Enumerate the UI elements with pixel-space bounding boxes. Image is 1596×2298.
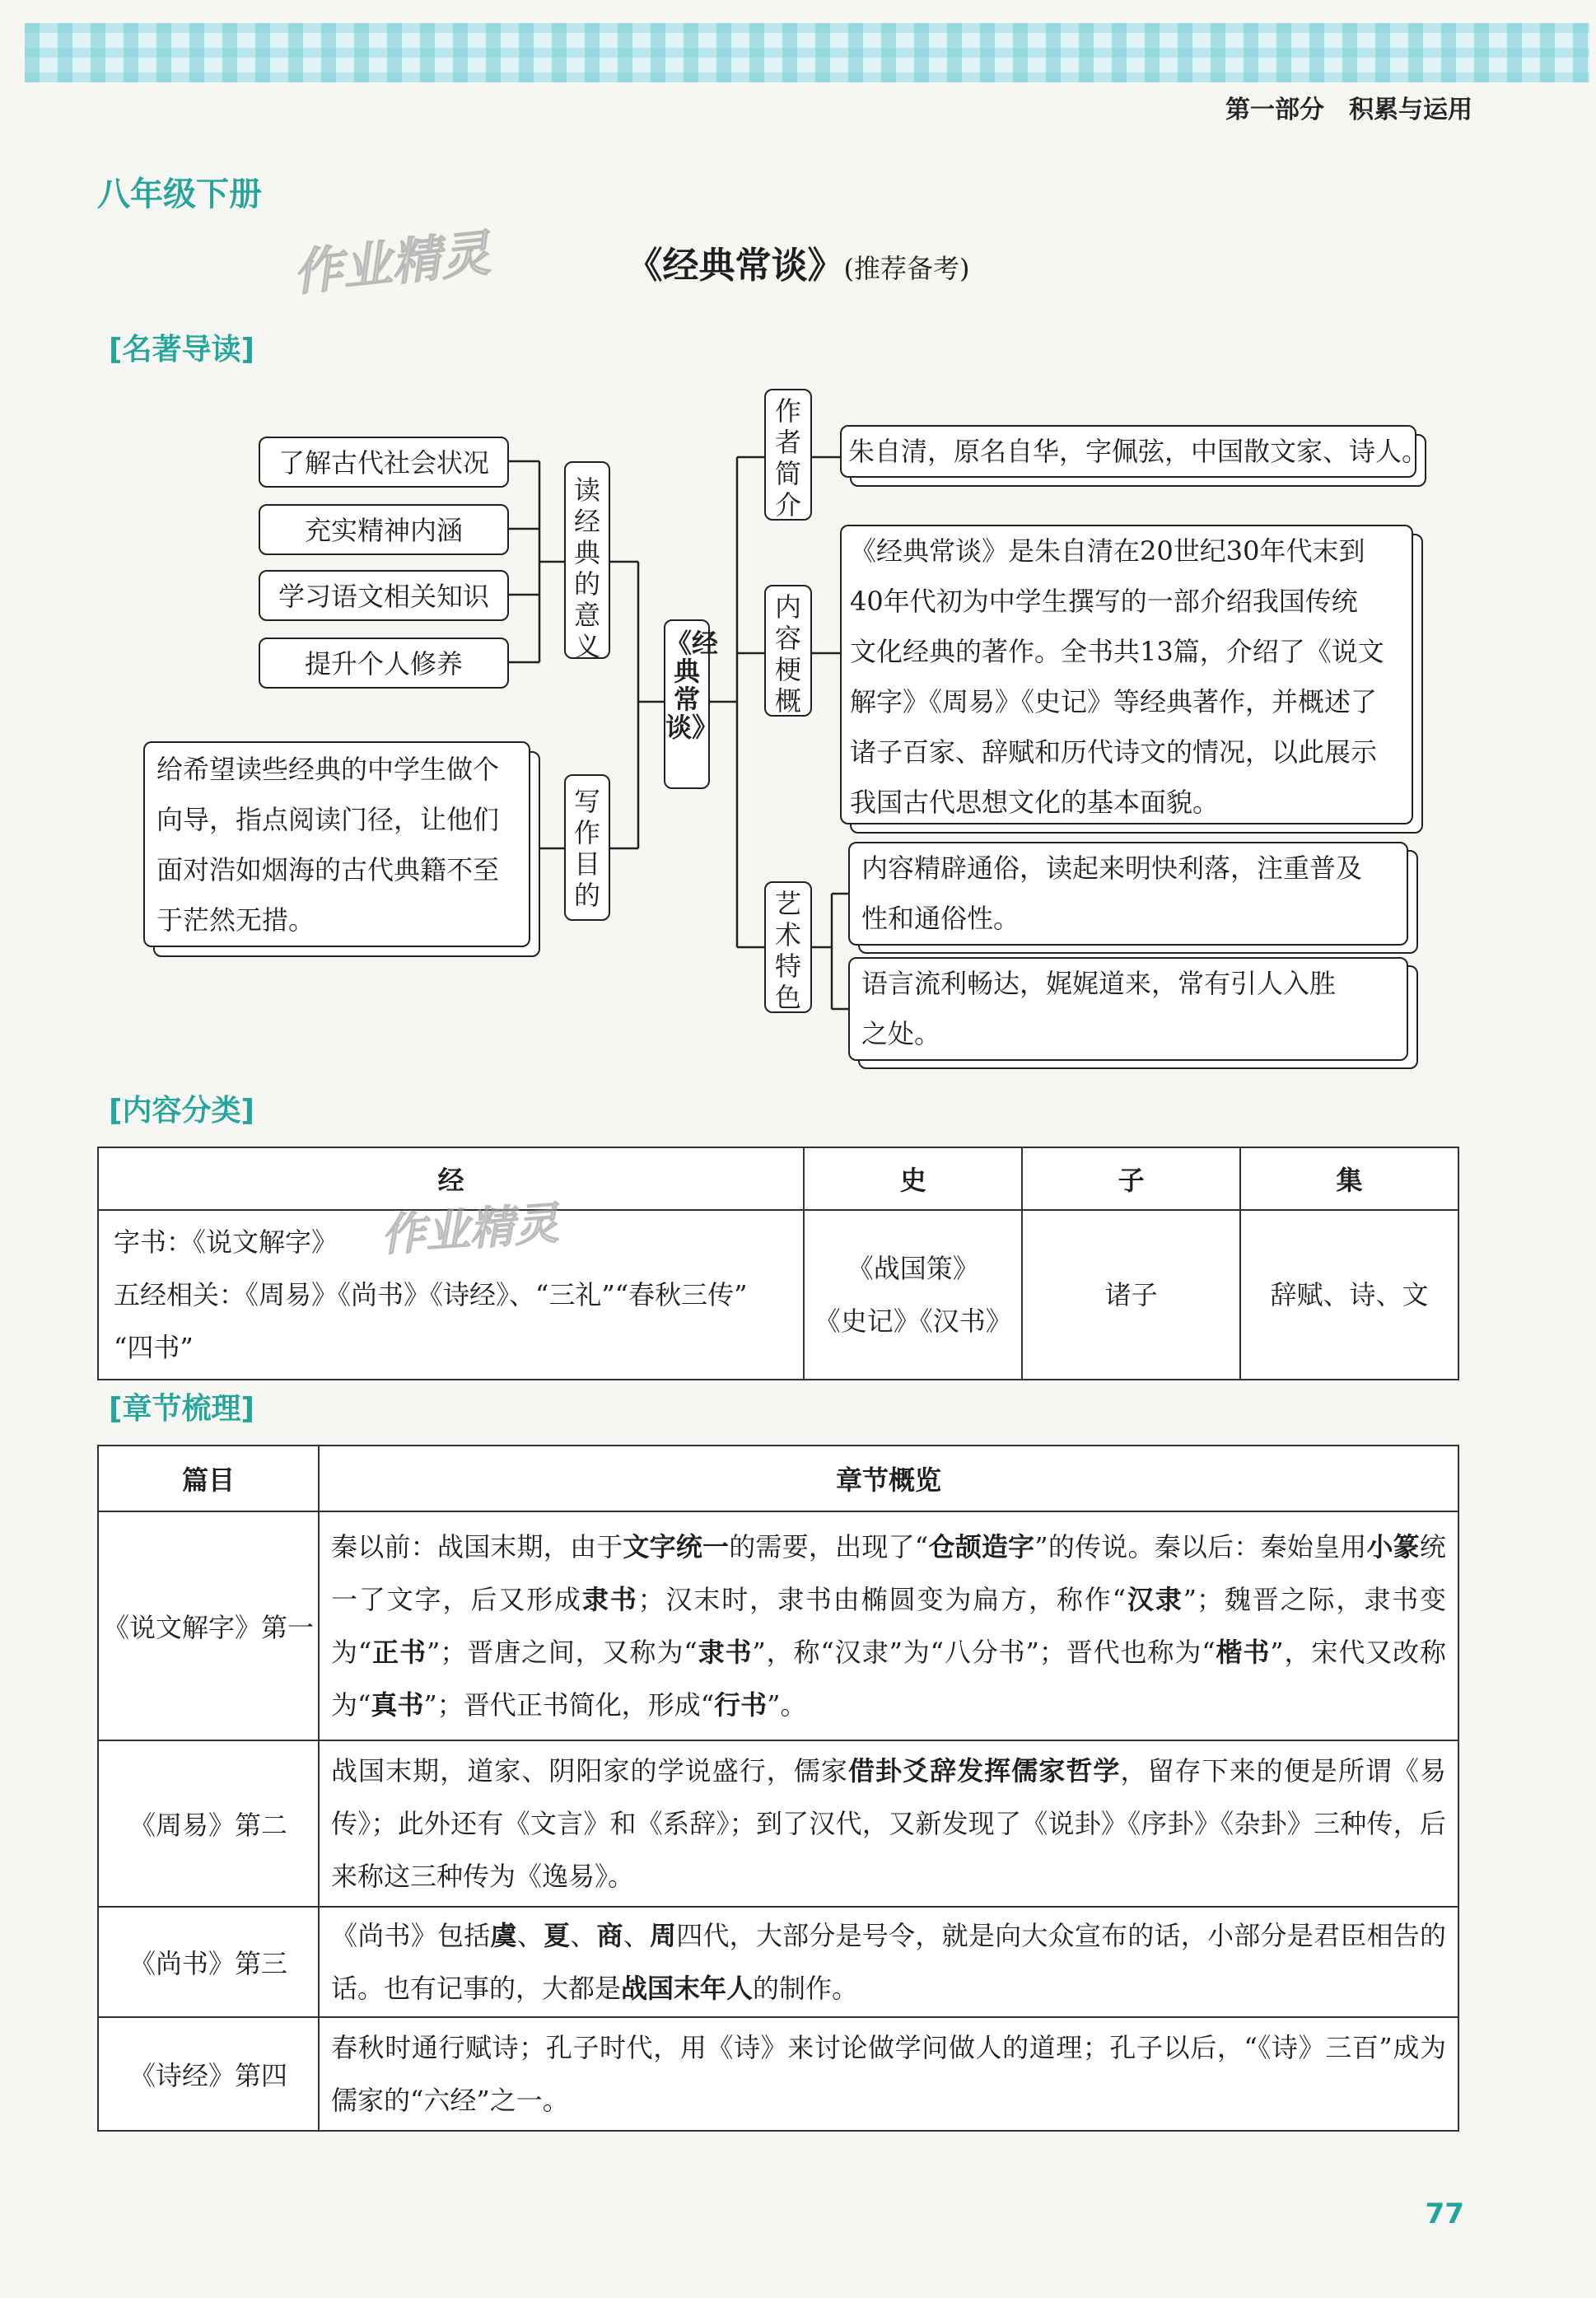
overview-text: 四代，大部分是号令，就是向大众宣布的话，小部分是君臣相告的话。也有记事的，大都是 [331,1920,1446,2004]
section-classify: [内容分类] [109,1094,254,1128]
overview-text: ”；晋代正书简化，形成“ [423,1689,715,1721]
significance-label-text: 读经典的意义 [573,474,600,662]
significance-item: 了解古代社会状况 [259,437,509,488]
chapter-title: 《尚书》第三 [98,1907,319,2017]
table-row [98,1907,1458,2017]
chapter-overview [319,1907,1458,2017]
table-header-row [98,1446,1458,1511]
chapter-overview [319,1740,1458,1907]
author-label [764,389,812,521]
keyword: 虞 [490,1920,517,1951]
shi-cell [804,1210,1022,1380]
shi-line: 《战国策》 [847,1253,979,1284]
content-box [840,525,1413,824]
book-title-main: 《经典常谈》 [626,245,844,287]
watermark: 作业精灵 [290,224,493,303]
keyword: 周 [649,1920,677,1951]
purpose-label [564,774,610,921]
purpose-box [143,741,530,947]
significance-label [564,461,610,662]
features-label-text: 艺术特色 [774,888,801,1013]
content-label-text: 内容梗概 [774,591,801,717]
content-line: 文化经典的著作。全书共13篇，介绍了《说文 [850,636,1384,667]
feature-box [848,957,1408,1061]
feature-line: 内容精辟通俗，读起来明快利落，注重普及 [861,852,1363,884]
overview-text: ，留存下来的便是所谓《易传》；此外还有《文言》和《系辞》；到了汉代，又新发现了《说卦》《序卦》《杂卦》三种传，后来称这三种传为《逸易》。 [331,1755,1446,1892]
mindmap-center [664,619,719,789]
section-guide: [名著导读] [109,333,254,367]
table-row [98,1740,1458,1907]
chapter-table [97,1445,1459,2132]
overview-text: 《尚书》包括 [331,1920,491,1951]
overview-text: 的需要，出现了“ [729,1531,929,1562]
feature-line: 性和通俗性。 [861,903,1020,934]
shi-line: 《史记》《汉书》 [814,1305,1012,1337]
content-line: 《经典常谈》是朱自清在20世纪30年代末到 [850,535,1365,567]
overview-text: ”。 [767,1689,807,1721]
book-title-sub: (推荐备考) [843,253,970,284]
feature-line: 语言流利畅达，娓娓道来，常有引人入胜 [861,968,1337,999]
overview-text: ”，宋代又改称为“ [331,1637,1446,1721]
header-jing: 经 [98,1147,804,1210]
overview-text: ；汉末时，隶书由椭圆变为扁方，称作“ [637,1584,1126,1615]
watermark: 作业精灵 [379,1197,561,1262]
purpose-line: 向导，指点阅读门径，让他们 [156,804,500,835]
overview-text: 春秋时通行赋诗；孔子时代，用《诗》来讨论做学问做人的道理；孔子以后，“《诗》三百”成为儒家的“六经”之一。 [331,2032,1446,2116]
section-chapters: [章节梳理] [109,1392,254,1426]
header-title: 篇目 [98,1446,319,1511]
purpose-line: 面对浩如烟海的古代典籍不至 [156,854,500,885]
jing-line: 字书：《说文解字》 [114,1226,338,1258]
content-line: 40年代初为中学生撰写的一部介绍我国传统 [850,586,1358,617]
purpose-line: 于茫然无措。 [156,904,315,936]
overview-text: ”的传说。秦以后：秦始皇用 [1034,1531,1367,1562]
part-heading: 第一部分 积累与运用 [1225,96,1472,124]
zi-cell: 诸子 [1022,1210,1240,1380]
keyword: 隶书 [697,1637,753,1668]
keyword: 楷书 [1215,1637,1271,1668]
keyword: 真书 [371,1689,424,1721]
table-header-row [98,1147,1458,1210]
table-row [98,1210,1458,1380]
overview-text: ”；晋唐之间，又称为“ [426,1637,698,1668]
header-ji: 集 [1240,1147,1458,1210]
keyword: 小篆 [1366,1531,1420,1562]
header-shi: 史 [804,1147,1022,1210]
keyword: 商 [596,1920,623,1951]
overview-text: 、 [623,1920,650,1951]
overview-text: 统一了文字，后又形成 [331,1531,1446,1615]
header-zi: 子 [1022,1147,1240,1210]
author-box [840,425,1429,478]
keyword: 夏 [543,1920,571,1951]
content-line: 我国古代思想文化的基本面貌。 [850,787,1220,818]
overview-text: 秦以前：战国末期，由于 [331,1531,623,1562]
keyword: 仓颉造字 [928,1531,1035,1562]
content-label [764,585,812,717]
grade-heading: 八年级下册 [97,175,262,213]
chapter-title: 《说文解字》第一 [98,1511,319,1740]
header-overview: 章节概览 [319,1446,1458,1511]
features-label [764,881,812,1013]
chapter-title: 《周易》第二 [98,1740,319,1907]
table-row [98,1511,1458,1740]
chapter-overview [319,2017,1458,2131]
page-number: 77 [1425,2198,1464,2230]
mindmap-center-text: 《经典常谈》 [665,628,719,743]
purpose-label-text: 写作目的 [573,786,600,911]
keyword: 正书 [371,1637,427,1668]
overview-text: 、 [570,1920,597,1951]
significance-item: 学习语文相关知识 [259,570,509,621]
keyword: 汉隶 [1125,1584,1183,1615]
purpose-line: 给希望读些经典的中学生做个 [156,754,500,785]
keyword: 行书 [714,1689,768,1721]
keyword: 文字统一 [623,1531,730,1562]
overview-text: ”；魏晋之际，隶书变为“ [331,1584,1446,1668]
jing-line: 五经相关：《周易》《尚书》《诗经》、“三礼”“春秋三传” [114,1279,748,1310]
author-label-text: 作者简介 [774,395,801,521]
table-row [98,2017,1458,2131]
overview-text: 、 [516,1920,544,1951]
overview-text: ”，称“汉隶”为“八分书”；晋代也称为“ [752,1637,1216,1668]
feature-box [848,842,1408,946]
keyword: 战国末年人 [621,1973,754,2004]
keyword: 借卦爻辞发挥儒家哲学 [847,1755,1121,1787]
significance-item: 提升个人修养 [259,638,509,689]
keyword: 隶书 [581,1584,638,1615]
classify-table [97,1147,1459,1380]
author-text: 朱自清，原名自华，字佩弦，中国散文家、诗人。 [848,436,1429,467]
content-line: 诸子百家、辞赋和历代诗文的情况，以此展示 [850,736,1378,768]
chapter-overview [319,1511,1458,1740]
ji-cell: 辞赋、诗、文 [1240,1210,1458,1380]
jing-line: “四书” [114,1332,194,1363]
overview-text: 战国末期，道家、阴阳家的学说盛行，儒家 [331,1755,848,1787]
feature-line: 之处。 [861,1018,941,1049]
chapter-title: 《诗经》第四 [98,2017,319,2131]
significance-item: 充实精神内涵 [259,504,509,555]
overview-text: 的制作。 [753,1973,859,2004]
content-line: 解字》《周易》《史记》等经典著作，并概述了 [850,686,1378,717]
